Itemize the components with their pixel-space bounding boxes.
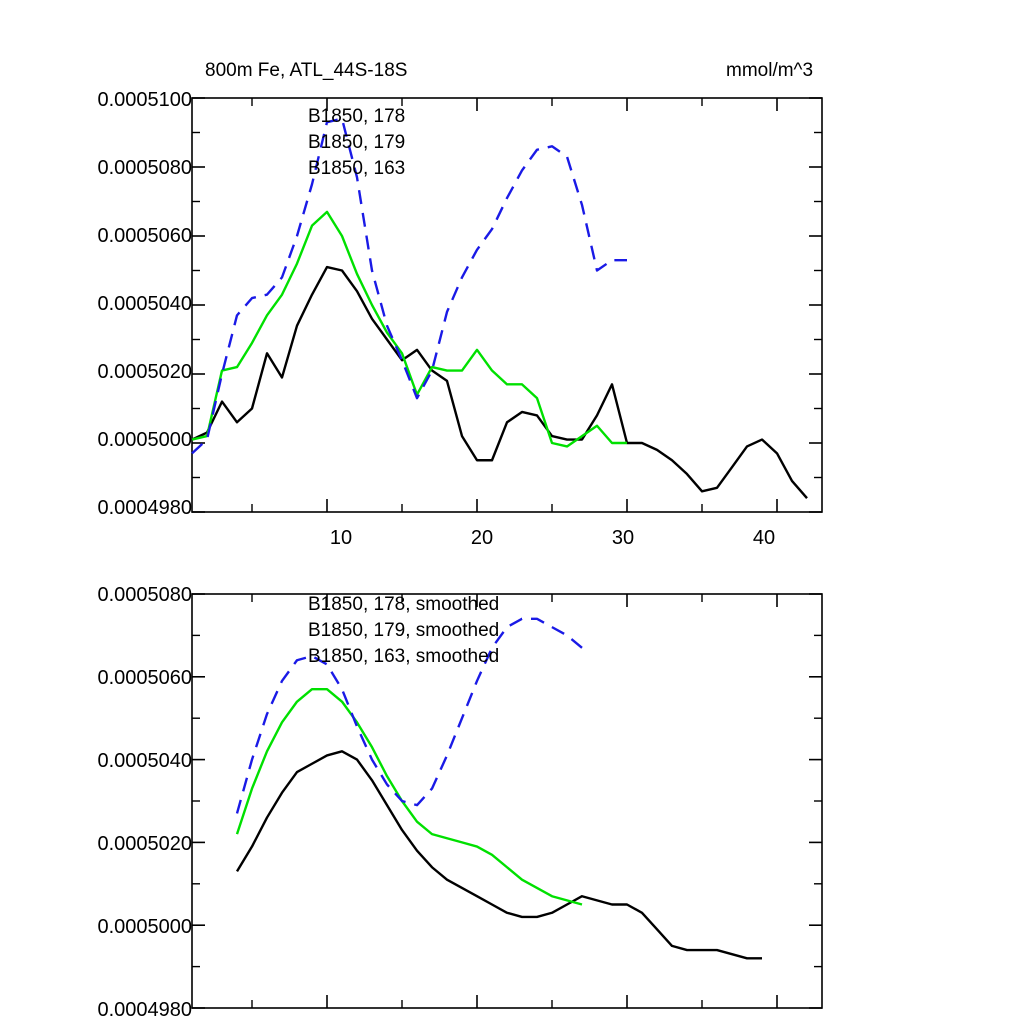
top-xtick-0: 10 bbox=[329, 527, 353, 549]
top-xtick-1: 20 bbox=[470, 527, 494, 549]
legend-label-0: B1850, 178 bbox=[308, 106, 406, 127]
series-line-0 bbox=[237, 751, 762, 958]
bottom-ytick-3: 0.0005020 bbox=[97, 833, 192, 855]
legend-label-5: B1850, 163, smoothed bbox=[308, 646, 500, 667]
series-line-1 bbox=[237, 689, 582, 904]
top-ytick-2: 0.0005060 bbox=[97, 225, 192, 247]
top-ytick-1: 0.0005080 bbox=[97, 157, 192, 179]
top-ytick-0: 0.0005100 bbox=[97, 89, 192, 111]
bottom-ytick-0: 0.0005080 bbox=[97, 584, 192, 606]
legend-label-2: B1850, 163 bbox=[308, 158, 406, 179]
top-xtick-2: 30 bbox=[611, 527, 635, 549]
series-line-1 bbox=[192, 212, 627, 447]
bottom-ytick-5: 0.0004980 bbox=[97, 999, 192, 1021]
top-xtick-3: 40 bbox=[752, 527, 776, 549]
series-line-0 bbox=[192, 267, 807, 498]
top-ytick-5: 0.0005000 bbox=[97, 429, 192, 451]
top-ytick-6: 0.0004980 bbox=[97, 497, 192, 519]
legend-label-1: B1850, 179 bbox=[308, 132, 406, 153]
legend-label-3: B1850, 178, smoothed bbox=[308, 594, 500, 615]
top-ytick-4: 0.0005020 bbox=[97, 361, 192, 383]
top-panel-units: mmol/m^3 bbox=[726, 60, 814, 81]
bottom-plot-area bbox=[0, 570, 1024, 1024]
series-line-2 bbox=[192, 119, 627, 454]
bottom-ytick-4: 0.0005000 bbox=[97, 916, 192, 938]
bottom-panel bbox=[0, 570, 1024, 1024]
bottom-ytick-1: 0.0005060 bbox=[97, 667, 192, 689]
top-ytick-3: 0.0005040 bbox=[97, 293, 192, 315]
bottom-ytick-2: 0.0005040 bbox=[97, 750, 192, 772]
top-panel-title: 800m Fe, ATL_44S-18S bbox=[205, 60, 408, 81]
legend-label-4: B1850, 179, smoothed bbox=[308, 620, 500, 641]
